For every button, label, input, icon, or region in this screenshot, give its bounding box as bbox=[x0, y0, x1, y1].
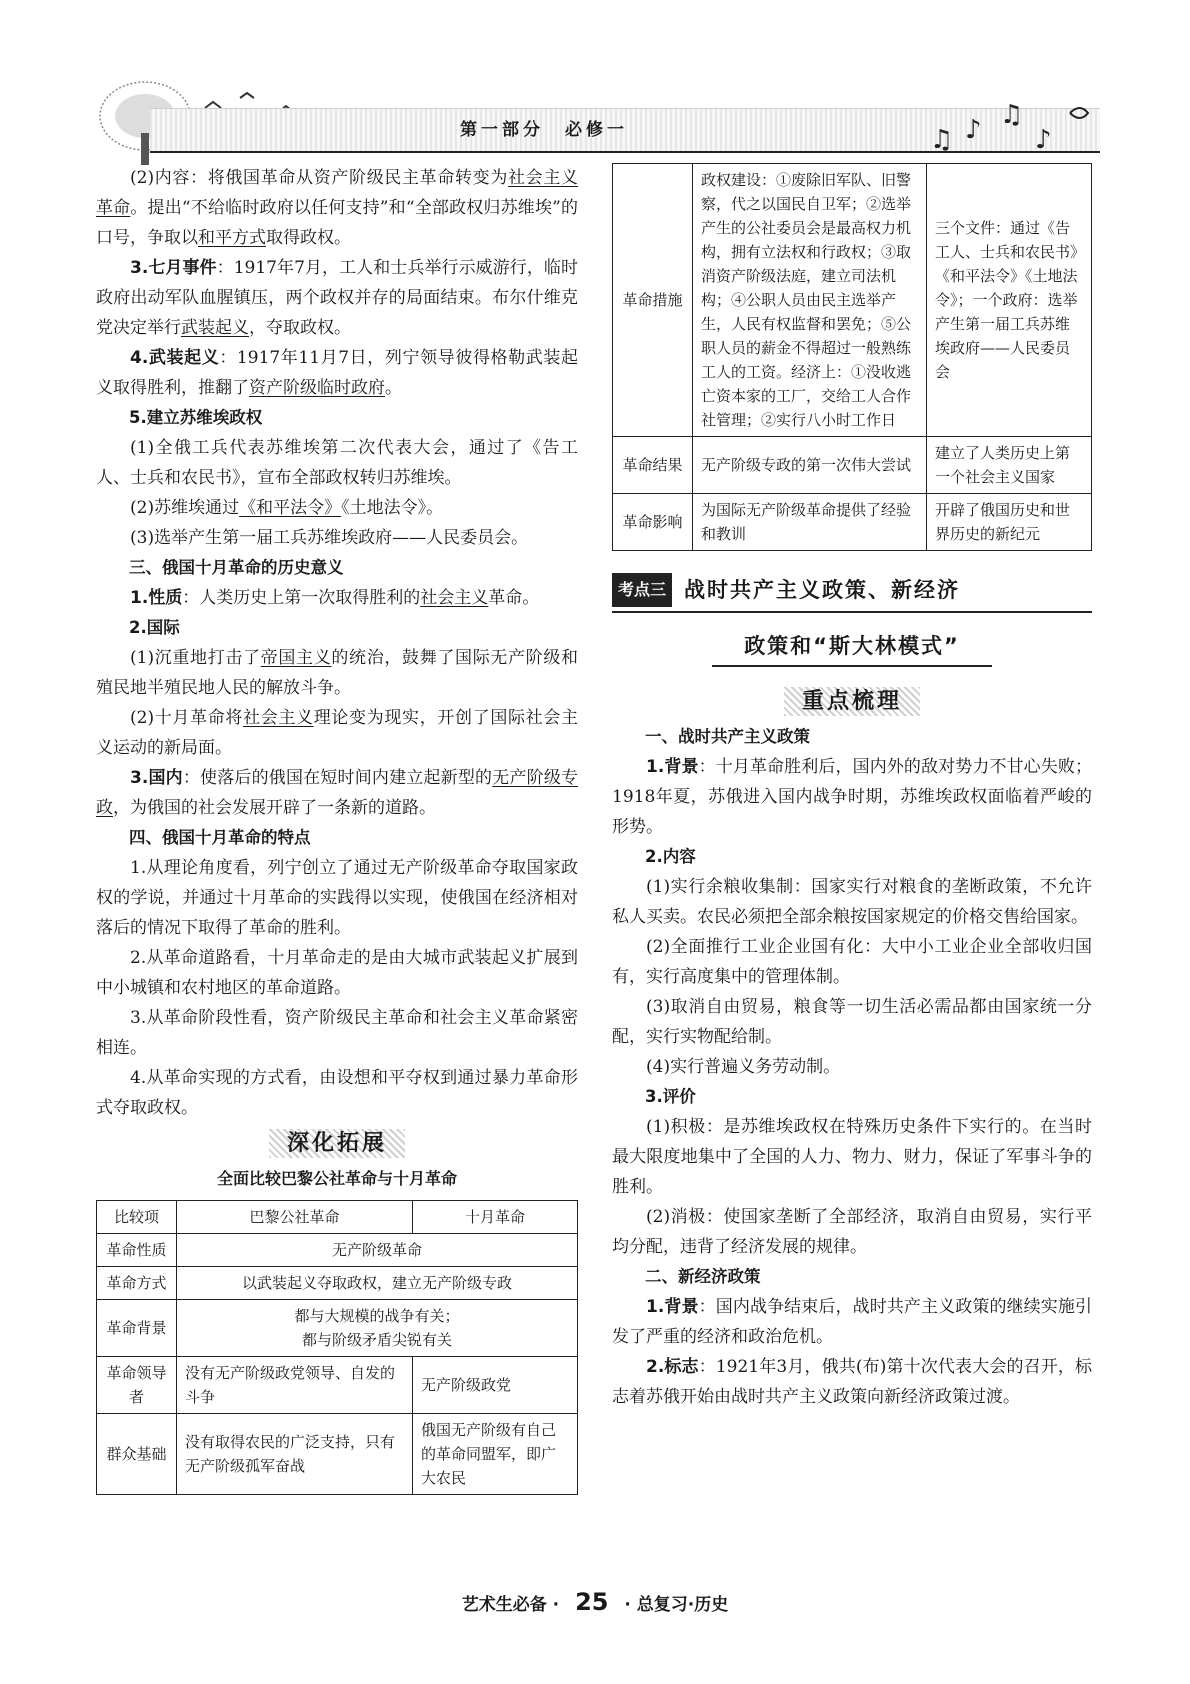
table-cell: 革命影响 bbox=[613, 494, 693, 551]
subheading: 5.建立苏维埃政权 bbox=[129, 408, 263, 427]
comparison-table-continued bbox=[612, 163, 1092, 551]
svg-text:♪: ♪ bbox=[1035, 125, 1052, 155]
paragraph: (2)苏维埃通过《和平法令》《土地法令》。 bbox=[130, 498, 444, 518]
table-cell: 开辟了俄国历史和世界历史的新纪元 bbox=[927, 494, 1092, 551]
subheading: 3.评价 bbox=[645, 1087, 696, 1106]
table-cell: 无产阶级专政的第一次伟大尝试 bbox=[693, 437, 927, 494]
paragraph: 3.国内：使落后的俄国在短时间内建立起新型的无产阶级专政，为俄国的社会发展开辟了一条新的道路。 bbox=[96, 768, 579, 818]
right-column bbox=[612, 163, 1092, 1412]
music-notes-icon bbox=[920, 98, 1100, 158]
divider bbox=[712, 665, 992, 667]
table-cell: 建立了人类历史上第一个社会主义国家 bbox=[927, 437, 1092, 494]
table-row bbox=[613, 494, 1092, 551]
footer-right: 总复习·历史 bbox=[636, 1595, 729, 1615]
exam-point-title: 战时共产主义政策、新经济 bbox=[684, 578, 961, 602]
paragraph: (2)全面推行工业企业国有化：大中小工业企业全部收归国有，实行高度集中的管理体制。 bbox=[612, 937, 1092, 987]
paragraph: (1)实行余粮收集制：国家实行对粮食的垄断政策，不允许私人买卖。农民必须把全部余粮按国家规定的价格交售给国家。 bbox=[612, 877, 1092, 927]
section-banner: 重点梳理 bbox=[612, 687, 1092, 718]
page-number: 25 bbox=[575, 1588, 609, 1616]
table-row bbox=[97, 1201, 578, 1234]
paragraph: (1)全俄工兵代表苏维埃第二次代表大会，通过了《告工人、士兵和农民书》，宣布全部政权转归苏维埃。 bbox=[96, 438, 578, 488]
table-row bbox=[97, 1267, 578, 1300]
table-row bbox=[97, 1234, 578, 1267]
footer-dot: · bbox=[624, 1595, 631, 1615]
svg-text:♫: ♫ bbox=[1000, 100, 1024, 130]
svg-text:♪: ♪ bbox=[965, 115, 982, 145]
svg-text:♫: ♫ bbox=[930, 125, 954, 155]
table-cell: 群众基础 bbox=[97, 1414, 177, 1495]
table-header-cell: 比较项 bbox=[97, 1201, 177, 1234]
section-heading: 二、新经济政策 bbox=[645, 1267, 761, 1286]
footer-left: 艺术生必备 bbox=[461, 1595, 547, 1615]
table-cell: 以武装起义夺取政权，建立无产阶级专政 bbox=[177, 1267, 578, 1300]
subheading: 2.国际 bbox=[129, 618, 180, 637]
paragraph: 4.从革命实现的方式看，由设想和平夺权到通过暴力革命形式夺取政权。 bbox=[96, 1068, 578, 1118]
cell-line: 都与阶级矛盾尖锐有关 bbox=[301, 1331, 452, 1349]
paragraph: (3)选举产生第一届工兵苏维埃政府——人民委员会。 bbox=[130, 528, 529, 548]
table-cell: 俄国无产阶级有自己的革命同盟军，即广大农民 bbox=[413, 1414, 578, 1495]
table-row bbox=[97, 1414, 578, 1495]
paragraph: 2.标志：1921年3月，俄共(布)第十次代表大会的召开，标志着苏俄开始由战时共产主义政策向新经济政策过渡。 bbox=[612, 1357, 1093, 1407]
table-row bbox=[97, 1357, 578, 1414]
paragraph: 3.从革命阶段性看，资产阶级民主革命和社会主义革命紧密相连。 bbox=[96, 1008, 578, 1058]
left-column bbox=[96, 163, 578, 1495]
section-title: 第一部分 必修一 bbox=[460, 120, 628, 140]
table-caption: 全面比较巴黎公社革命与十月革命 bbox=[216, 1169, 457, 1188]
footer-dot: · bbox=[552, 1595, 560, 1615]
table-cell bbox=[177, 1300, 578, 1357]
table-cell: 革命领导者 bbox=[97, 1357, 177, 1414]
table-cell: 政权建设：①废除旧军队、旧警察，代之以国民自卫军；②选举产生的公社委员会是最高权力机构，拥有立法权和行政权；③取消资产阶级法庭，建立司法机构；④公职人员由民主选举产生，人民有权监督和罢免；⑤公职人员的薪金不得超过一般熟练工人的工资。经济上：①没收逃亡资本家的工厂，交给工人合作社管理；②实行八小时工作日 bbox=[693, 164, 927, 437]
table-cell: 没有无产阶级政党领导、自发的斗争 bbox=[177, 1357, 413, 1414]
divider bbox=[612, 611, 1092, 613]
exam-point-title-continued: 政策和“斯大林模式” bbox=[744, 634, 960, 658]
table-cell: 没有取得农民的广泛支持，只有无产阶级孤军奋战 bbox=[177, 1414, 413, 1495]
section-banner: 深化拓展 bbox=[96, 1129, 578, 1160]
page-footer bbox=[0, 1588, 1190, 1616]
table-header-cell: 十月革命 bbox=[413, 1201, 578, 1234]
page-header bbox=[90, 78, 1100, 168]
table-cell: 无产阶级革命 bbox=[177, 1234, 578, 1267]
exam-point-heading bbox=[612, 573, 1092, 607]
paragraph: (3)取消自由贸易，粮食等一切生活必需品都由国家统一分配，实行实物配给制。 bbox=[612, 997, 1092, 1047]
table-cell: 革命性质 bbox=[97, 1234, 177, 1267]
paragraph: (2)十月革命将社会主义理论变为现实，开创了国际社会主义运动的新局面。 bbox=[96, 708, 578, 758]
table-cell: 革命方式 bbox=[97, 1267, 177, 1300]
exam-point-tag: 考点三 bbox=[612, 573, 672, 607]
paragraph: 1.从理论角度看，列宁创立了通过无产阶级革命夺取国家政权的学说，并通过十月革命的实践得以实现，使俄国在经济相对落后的情况下取得了革命的胜利。 bbox=[96, 858, 578, 938]
paragraph: (2)内容：将俄国革命从资产阶级民主革命转变为社会主义革命。提出“不给临时政府以任何支持”和“全部政权归苏维埃”的口号，争取以和平方式取得政权。 bbox=[96, 168, 579, 248]
cell-line: 都与大规模的战争有关； bbox=[294, 1307, 460, 1325]
comparison-table bbox=[96, 1200, 578, 1495]
section-heading: 一、战时共产主义政策 bbox=[645, 727, 810, 746]
table-cell: 革命结果 bbox=[613, 437, 693, 494]
paragraph: (4)实行普遍义务劳动制。 bbox=[646, 1057, 841, 1077]
paragraph: (1)积极：是苏维埃政权在特殊历史条件下实行的。在当时最大限度地集中了全国的人力、物力、财力，保证了军事斗争的胜利。 bbox=[612, 1117, 1092, 1197]
table-cell: 革命背景 bbox=[97, 1300, 177, 1357]
section-heading: 四、俄国十月革命的特点 bbox=[129, 828, 311, 847]
table-header-cell: 巴黎公社革命 bbox=[177, 1201, 413, 1234]
table-cell: 为国际无产阶级革命提供了经验和教训 bbox=[693, 494, 927, 551]
table-row bbox=[613, 437, 1092, 494]
table-cell: 三个文件：通过《告工人、士兵和农民书》《和平法令》《土地法令》；一个政府：选举产生第一届工兵苏维埃政府——人民委员会 bbox=[927, 164, 1092, 437]
paragraph: 2.从革命道路看，十月革命走的是由大城市武装起义扩展到中小城镇和农村地区的革命道路。 bbox=[96, 948, 578, 998]
paragraph: 4.武装起义：1917年11月7日，列宁领导彼得格勒武装起义取得胜利，推翻了资产阶级临时政府。 bbox=[96, 348, 578, 398]
paragraph: 3.七月事件：1917年7月，工人和士兵举行示威游行，临时政府出动军队血腥镇压，两个政权并存的局面结束。布尔什维克党决定举行武装起义，夺取政权。 bbox=[96, 258, 578, 338]
subheading: 2.内容 bbox=[645, 847, 696, 866]
table-cell: 革命措施 bbox=[613, 164, 693, 437]
paragraph: (1)沉重地打击了帝国主义的统治，鼓舞了国际无产阶级和殖民地半殖民地人民的解放斗争。 bbox=[96, 648, 579, 698]
paragraph: 1.背景：十月革命胜利后，国内外的敌对势力不甘心失败；1918年夏，苏俄进入国内战争时期，苏维埃政权面临着严峻的形势。 bbox=[612, 757, 1093, 837]
table-row bbox=[97, 1300, 578, 1357]
paragraph: 1.背景：国内战争结束后，战时共产主义政策的继续实施引发了严重的经济和政治危机。 bbox=[612, 1297, 1093, 1347]
table-row bbox=[613, 164, 1092, 437]
table-cell: 无产阶级政党 bbox=[413, 1357, 578, 1414]
section-heading: 三、俄国十月革命的历史意义 bbox=[129, 558, 344, 577]
paragraph: 1.性质：人类历史上第一次取得胜利的社会主义革命。 bbox=[130, 588, 540, 608]
paragraph: (2)消极：使国家垄断了全部经济，取消自由贸易，实行平均分配，违背了经济发展的规律。 bbox=[612, 1207, 1092, 1257]
